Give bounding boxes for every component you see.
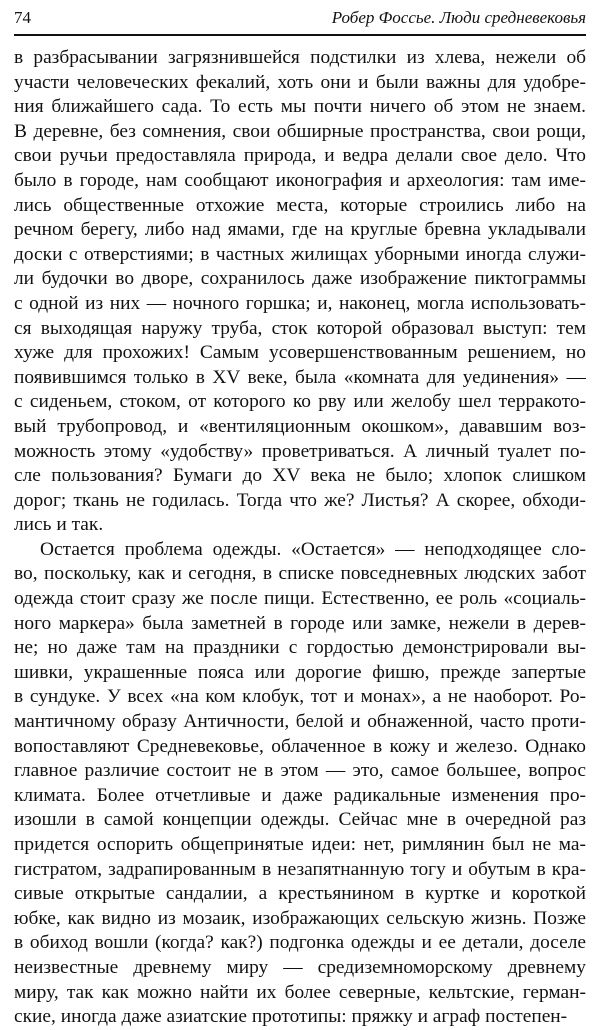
body-text [14,46,586,1030]
text-line: доски с отверстиями; в частных жилищах уборными иногда служи- [14,243,586,265]
text-line: ские, иногда даже азиатские прототипы: пряжку и аграф постепен- [14,1006,568,1028]
text-line: хуже для прохожих! Самым усовершенствованным решением, но [14,342,586,364]
text-line: с сиденьем, стоком, от которого ко рву или желобу шел терракото- [14,391,586,413]
text-line: было в городе, нам сообщают иконография и археология: там име- [14,169,586,191]
header-rule [14,34,586,36]
text-line: придется оспорить общепринятые идеи: нет, римлянин был не ма- [14,834,586,855]
text-line: свои ручьи предоставляла природа, и ведра делали свое дело. Что [14,145,586,167]
text-line: ния ближайшего сада. То есть мы почти ничего об этом не знаем. [14,96,586,118]
text-line: в сундуке. У всех «на ком клобук, тот и монах», а не наоборот. Ро- [14,686,586,708]
text-line: главное различие состоит не в этом — это, самое большее, вопрос [14,760,586,782]
text-line: миру, так как можно найти их более северные, кельтские, герман- [14,981,586,1003]
page-header [14,6,586,30]
text-line: лись общественные отхожие места, которые строились либо на [14,194,586,216]
text-line: изошли в самой концепции одежды. Сейчас мне в очередной раз [14,809,586,831]
text-line: неизвестные древнему миру — средиземноморскому древнему [14,956,586,978]
text-line: в разбрасывании загрязнившейся подстилки из хлева, нежели об [14,47,586,68]
text-line: климата. Более отчетливые и даже радикальные изменения про- [14,784,586,806]
text-line: одежда стоит сразу же после пищи. Естественно, ее роль «социаль- [14,588,586,610]
text-line: лись и так. [14,514,104,536]
paragraph [14,538,586,1030]
text-line: участи человеческих фекалий, хоть они и были важны для удобре- [14,71,586,93]
text-line: сивые открытые сандалии, а крестьянином в куртке и короткой [14,883,586,905]
text-line: мантичному образу Античности, белой и обнаженной, часто проти- [14,711,586,733]
text-line: речном берегу, либо над ямами, где на круглые бревна укладывали [14,219,586,241]
text-line: вый трубопровод, и «вентиляционным окошком», дававшим воз- [14,415,586,437]
page-number: 74 [14,8,31,27]
text-line: шивки, украшенные пояса или дорогие фишю, прежде запертые [14,661,586,683]
text-line: дорог; ткань не годилась. Тогда что же? Листья? А скорее, обходи- [14,489,586,511]
text-line: Остается проблема одежды. «Остается» — неподходящее сло- [40,538,586,560]
text-line: ся выходящая наружу труба, сток которой образовал выступ: тем [14,317,586,339]
text-line: ного маркера» была заметней в городе или замке, нежели в дерев- [14,612,586,634]
text-line: не; но даже там на праздники с гордостью демонстрировали вы- [14,637,586,659]
text-line: гистратом, задрапированным в незапятнанную тогу и обутым в кра- [14,858,586,880]
text-line: появившимся только в XV веке, была «комната для уединения» — [14,366,586,388]
text-line: ли будочки во дворе, сохранилось даже изображение пиктограммы [14,268,586,290]
text-line: вопоставляют Средневековье, облаченное в кожу и железо. Однако [14,735,586,757]
text-line: сле пользования? Бумаги до XV века не было; хлопок слишком [14,465,586,487]
running-title: Робер Фоссье. Люди средневековья [331,8,586,27]
paragraph [14,46,586,538]
text-line: в обиход вошли (когда? как?) подгонка одежды и ее детали, доселе [14,932,586,954]
text-line: В деревне, без сомнения, свои обширные пространства, свои рощи, [14,120,586,142]
text-line: можность этому «удобству» проветриваться. А личный туалет по- [14,440,586,462]
text-line: с одной из них — ночного горшка; и, наконец, могла использовать- [14,292,586,314]
text-line: во, поскольку, как и сегодня, в списке повседневных людских забот [14,563,586,585]
text-line: юбке, как видно из мозаик, изображающих сельскую жизнь. Позже [14,907,586,929]
